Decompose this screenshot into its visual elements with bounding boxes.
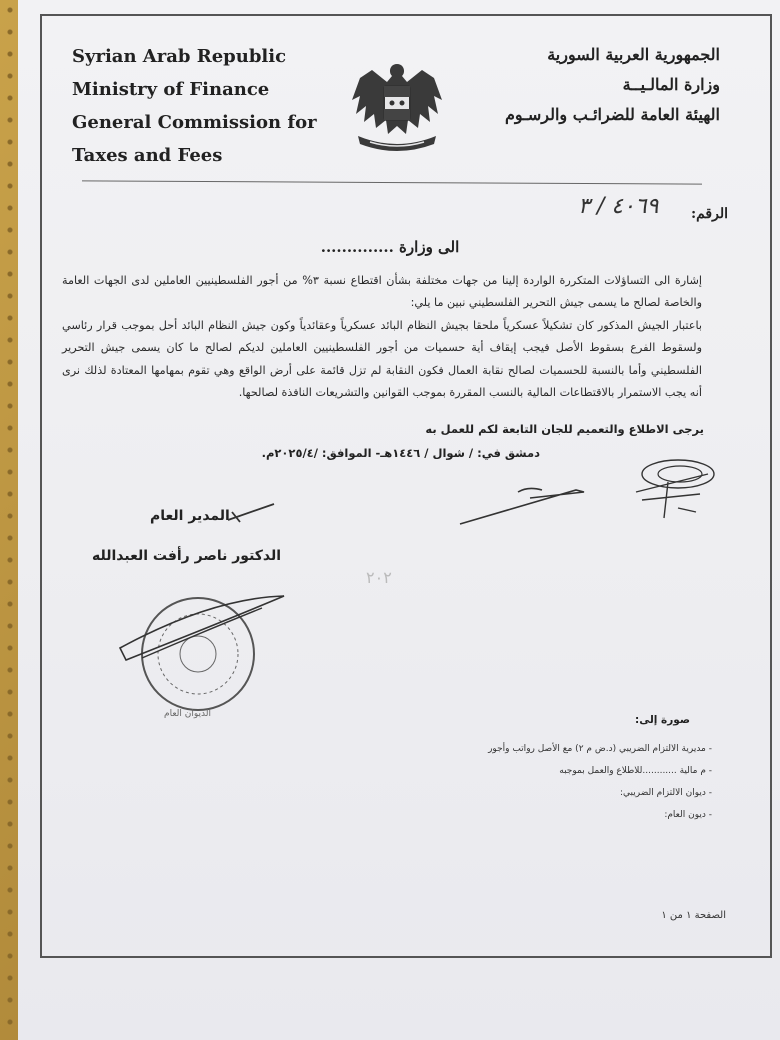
letterhead-line: Taxes and Fees: [72, 145, 223, 166]
cc-item: - م مالية ............للاطلاع والعمل بموجبه: [559, 766, 712, 776]
instruction-line: يرجى الاطلاع والتعميم للجان التابعة لكم للعمل به: [425, 422, 704, 436]
cc-item: - ديون العام:: [664, 810, 712, 820]
cc-label: صورة إلى:: [635, 714, 690, 726]
body-paragraph: باعتبار الجيش المذكور كان تشكيلاً عسكرياً ملحقا بجيش النظام البائد عسكرياً وعقائدياً وكون جيش النظام البائد أحل بموجب قرار رئاسي ولسقوط الفرع بسقوط الأصل فيجب إيقاف أية حسميات من أجور الفلسطينيين العاملين لديكم لصالح ما كان يسمى جيش التحرير الفلسطيني وأما بالنسبة للحسميات لصالح نقابة العمال فكون النقابة لم تزل قائمة على أرض الواقع وهي تقوم بمهامها المعتادة لذلك نرى أنه يجب الاستمرار بالاقتطاعات المالية بالنسب المقررة بموجب القوانين والتشريعات النافذة لصالحها.: [62, 318, 702, 400]
arabic-letterhead: [505, 40, 720, 130]
letterhead-line: General Commission for: [72, 112, 317, 133]
official-seal-icon: [112, 588, 292, 728]
letterhead-line: الهيئة العامة للضرائـب والرسـوم: [504, 105, 720, 124]
letter-body: [62, 270, 702, 404]
cc-item: - مديرية الالتزام الضريبي (د.ض م ٢) مع الأصل رواتب وأجور: [488, 744, 712, 754]
eagle-emblem-icon: [342, 56, 452, 156]
page-number: الصفحة ١ من ١: [661, 910, 726, 921]
reference-label: الرقم:: [690, 206, 728, 222]
date-line: دمشق في: / شوال / ١٤٤٦هـ- الموافق: /٢٠٢٥/٤م.: [261, 446, 540, 460]
body-paragraph: إشارة الى التساؤلات المتكررة الواردة إلينا من جهات مختلفة بشأن اقتطاع نسبة ٣% من أجور الفلسطينيين العاملين لدى الجهات العامة والخاصة لصالح ما يسمى جيش التحرير الفلسطيني نبين ما يلي:: [62, 274, 702, 310]
cc-item: - ديوان الالتزام الضريبي:: [620, 788, 712, 798]
signatory-title: المدير العام: [150, 508, 230, 524]
handwritten-signature-icon: [458, 484, 588, 528]
signature-flourish-icon: [226, 500, 276, 524]
reference-number: ٤٠٦٩ / ٣: [578, 194, 659, 219]
faint-impression: ٢٠٢: [366, 568, 392, 587]
addressee: الى وزارة ..............: [320, 238, 460, 256]
letterhead-line: Ministry of Finance: [72, 79, 270, 100]
letterhead-line: وزارة المالـيــة: [622, 75, 720, 94]
letterhead-line: Syrian Arab Republic: [72, 46, 287, 67]
initials-scribble-icon: [628, 452, 720, 522]
cc-list: [488, 738, 712, 826]
signatory-name: الدكتور ناصر رأفت العبدالله: [92, 548, 282, 564]
english-letterhead: [72, 40, 317, 172]
seal-lower-text: الديوان العام: [164, 709, 211, 719]
letterhead-line: الجمهورية العربية السورية: [547, 45, 720, 64]
